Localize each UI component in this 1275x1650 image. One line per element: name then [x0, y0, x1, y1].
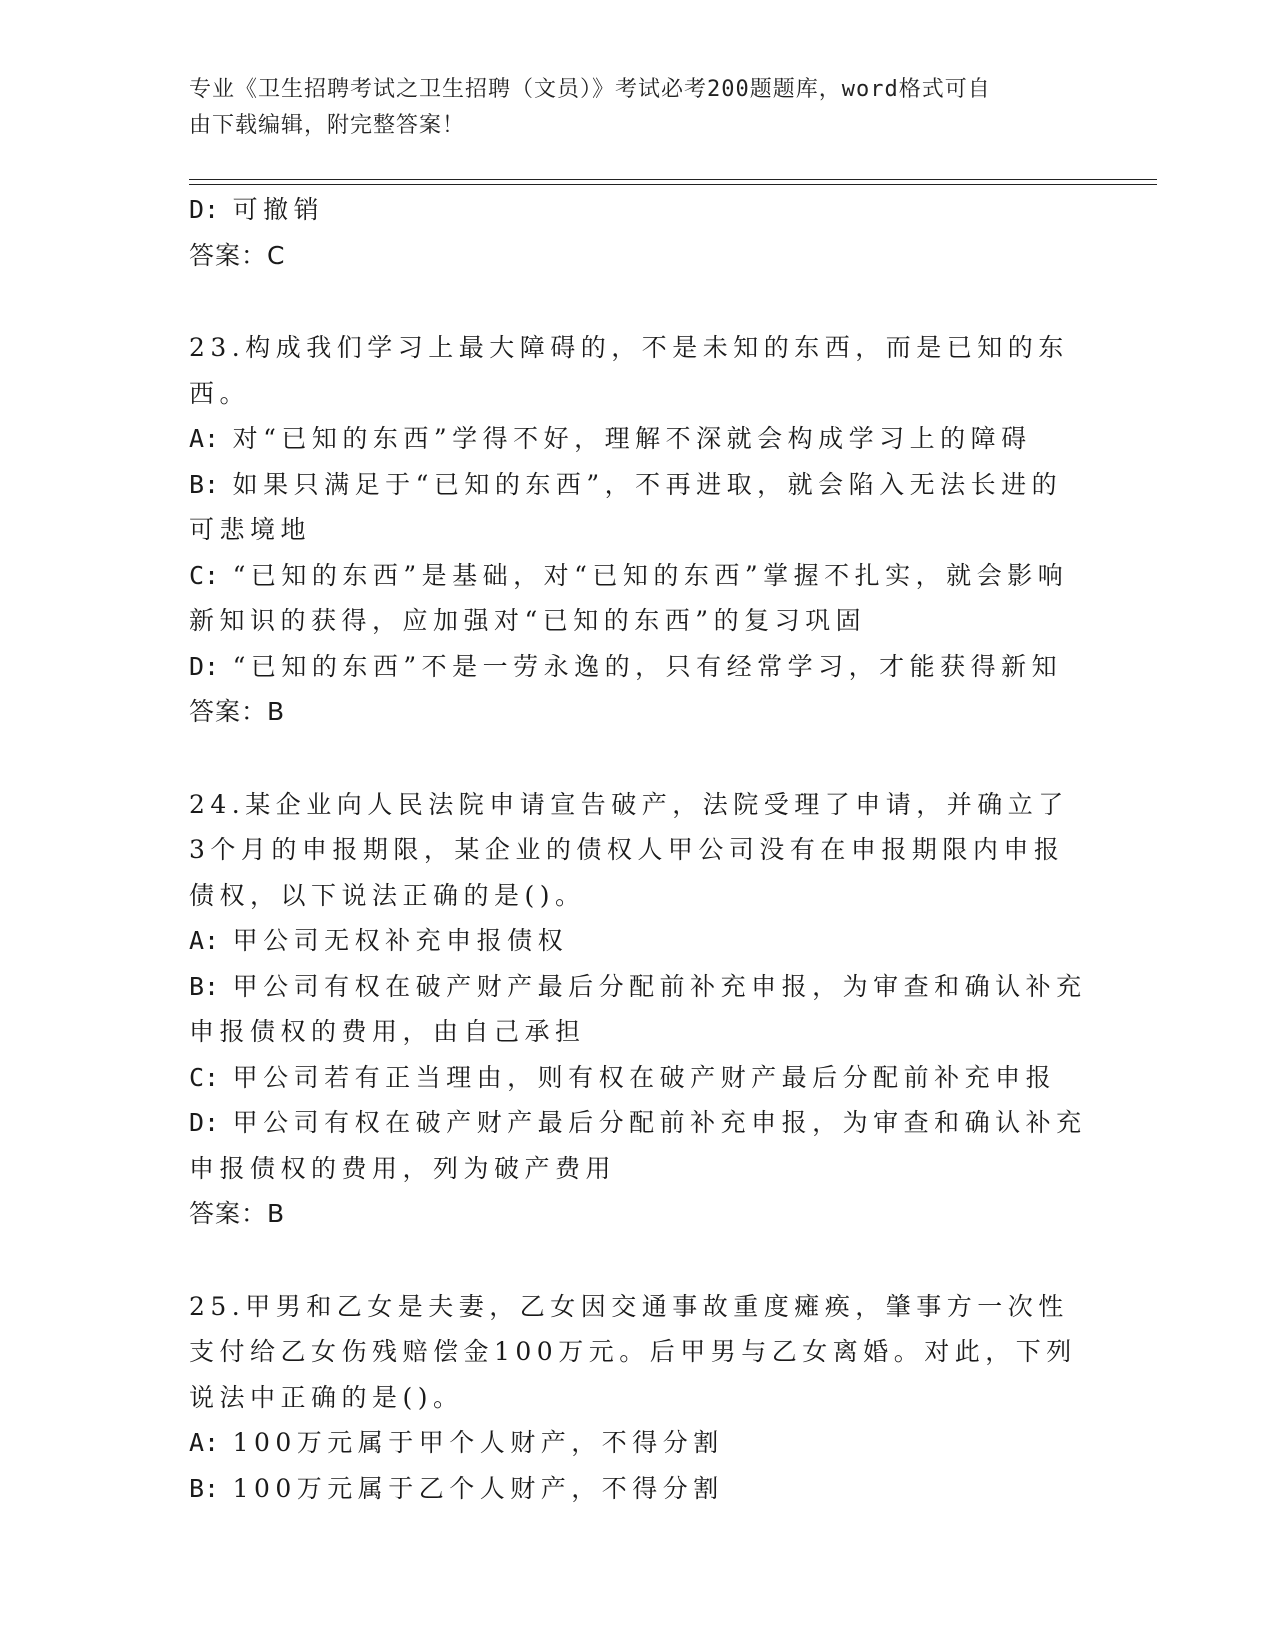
option-text: 100万元属于乙个人财产，不得分割 — [232, 1473, 724, 1503]
option-text: 100万元属于甲个人财产，不得分割 — [232, 1428, 724, 1457]
question-24 — [189, 782, 1089, 1237]
spacer — [189, 278, 1089, 325]
option-c — [189, 1055, 1089, 1101]
option-d — [189, 644, 1089, 690]
question-stem: 24.某企业向人民法院申请宣告破产，法院受理了申请，并确立了3个月的申报期限，某企业的债权人甲公司没有在申报期限内申报债权，以下说法正确的是()。 — [189, 789, 1069, 910]
option-b — [189, 462, 1089, 553]
option-b — [189, 964, 1089, 1055]
option-b — [189, 1466, 1089, 1512]
option-text: “已知的东西”不是一劳永逸的，只有经常学习，才能获得新知 — [232, 651, 1063, 681]
answer-line: 答案：C — [189, 240, 286, 270]
question-content — [189, 187, 1089, 1511]
question-25 — [189, 1284, 1089, 1512]
option-prefix: C: — [189, 560, 220, 590]
option-d — [189, 187, 1089, 233]
option-text: 可撤销 — [232, 195, 325, 224]
option-a — [189, 918, 1089, 964]
header-rule-top — [189, 179, 1157, 180]
option-text: 甲公司有权在破产财产最后分配前补充申报，为审查和确认补充申报债权的费用，由自己承担 — [189, 971, 1087, 1046]
option-a — [189, 1420, 1089, 1466]
question-23 — [189, 325, 1089, 735]
option-c — [189, 553, 1089, 644]
option-prefix: B: — [189, 469, 220, 499]
spacer — [189, 1237, 1089, 1284]
spacer — [189, 735, 1089, 782]
option-prefix: B: — [189, 1473, 220, 1503]
option-text: 甲公司无权补充申报债权 — [232, 926, 569, 955]
option-prefix: D: — [189, 1108, 220, 1137]
option-d — [189, 1100, 1089, 1191]
option-text: 甲公司若有正当理由，则有权在破产财产最后分配前补充申报 — [232, 1062, 1057, 1092]
header-rule-bottom — [189, 184, 1157, 185]
page-header — [189, 72, 1089, 144]
header-line-2: 由下载编辑，附完整答案！ — [189, 113, 466, 138]
option-prefix: A: — [189, 926, 220, 955]
option-text: 对“已知的东西”学得不好，理解不深就会构成学习上的障碍 — [232, 424, 1032, 453]
option-prefix: B: — [189, 971, 220, 1001]
option-a — [189, 416, 1089, 462]
option-prefix: A: — [189, 1428, 220, 1457]
answer-line: 答案：B — [189, 697, 286, 726]
option-prefix: D: — [189, 195, 220, 224]
option-text: “已知的东西”是基础，对“已知的东西”掌握不扎实，就会影响新知识的获得，应加强对“已知的东西”的复习巩固 — [189, 560, 1069, 635]
option-text: 如果只满足于“已知的东西”，不再进取，就会陷入无法长进的可悲境地 — [189, 469, 1063, 544]
option-text: 甲公司有权在破产财产最后分配前补充申报，为审查和确认补充申报债权的费用，列为破产费用 — [189, 1108, 1087, 1183]
carryover-block — [189, 187, 1089, 278]
answer-line: 答案：B — [189, 1199, 286, 1228]
option-prefix: D: — [189, 651, 220, 681]
header-line-1: 专业《卫生招聘考试之卫生招聘（文员）》考试必考200题题库，word格式可自 — [189, 77, 991, 102]
question-stem: 23.构成我们学习上最大障碍的，不是未知的东西，而是已知的东西。 — [189, 333, 1069, 408]
question-stem: 25.甲男和乙女是夫妻，乙女因交通事故重度瘫痪，肇事方一次性支付给乙女伤残赔偿金100万元。后甲男与乙女离婚。对此，下列说法中正确的是()。 — [189, 1291, 1077, 1412]
option-prefix: A: — [189, 424, 220, 453]
option-prefix: C: — [189, 1062, 220, 1092]
